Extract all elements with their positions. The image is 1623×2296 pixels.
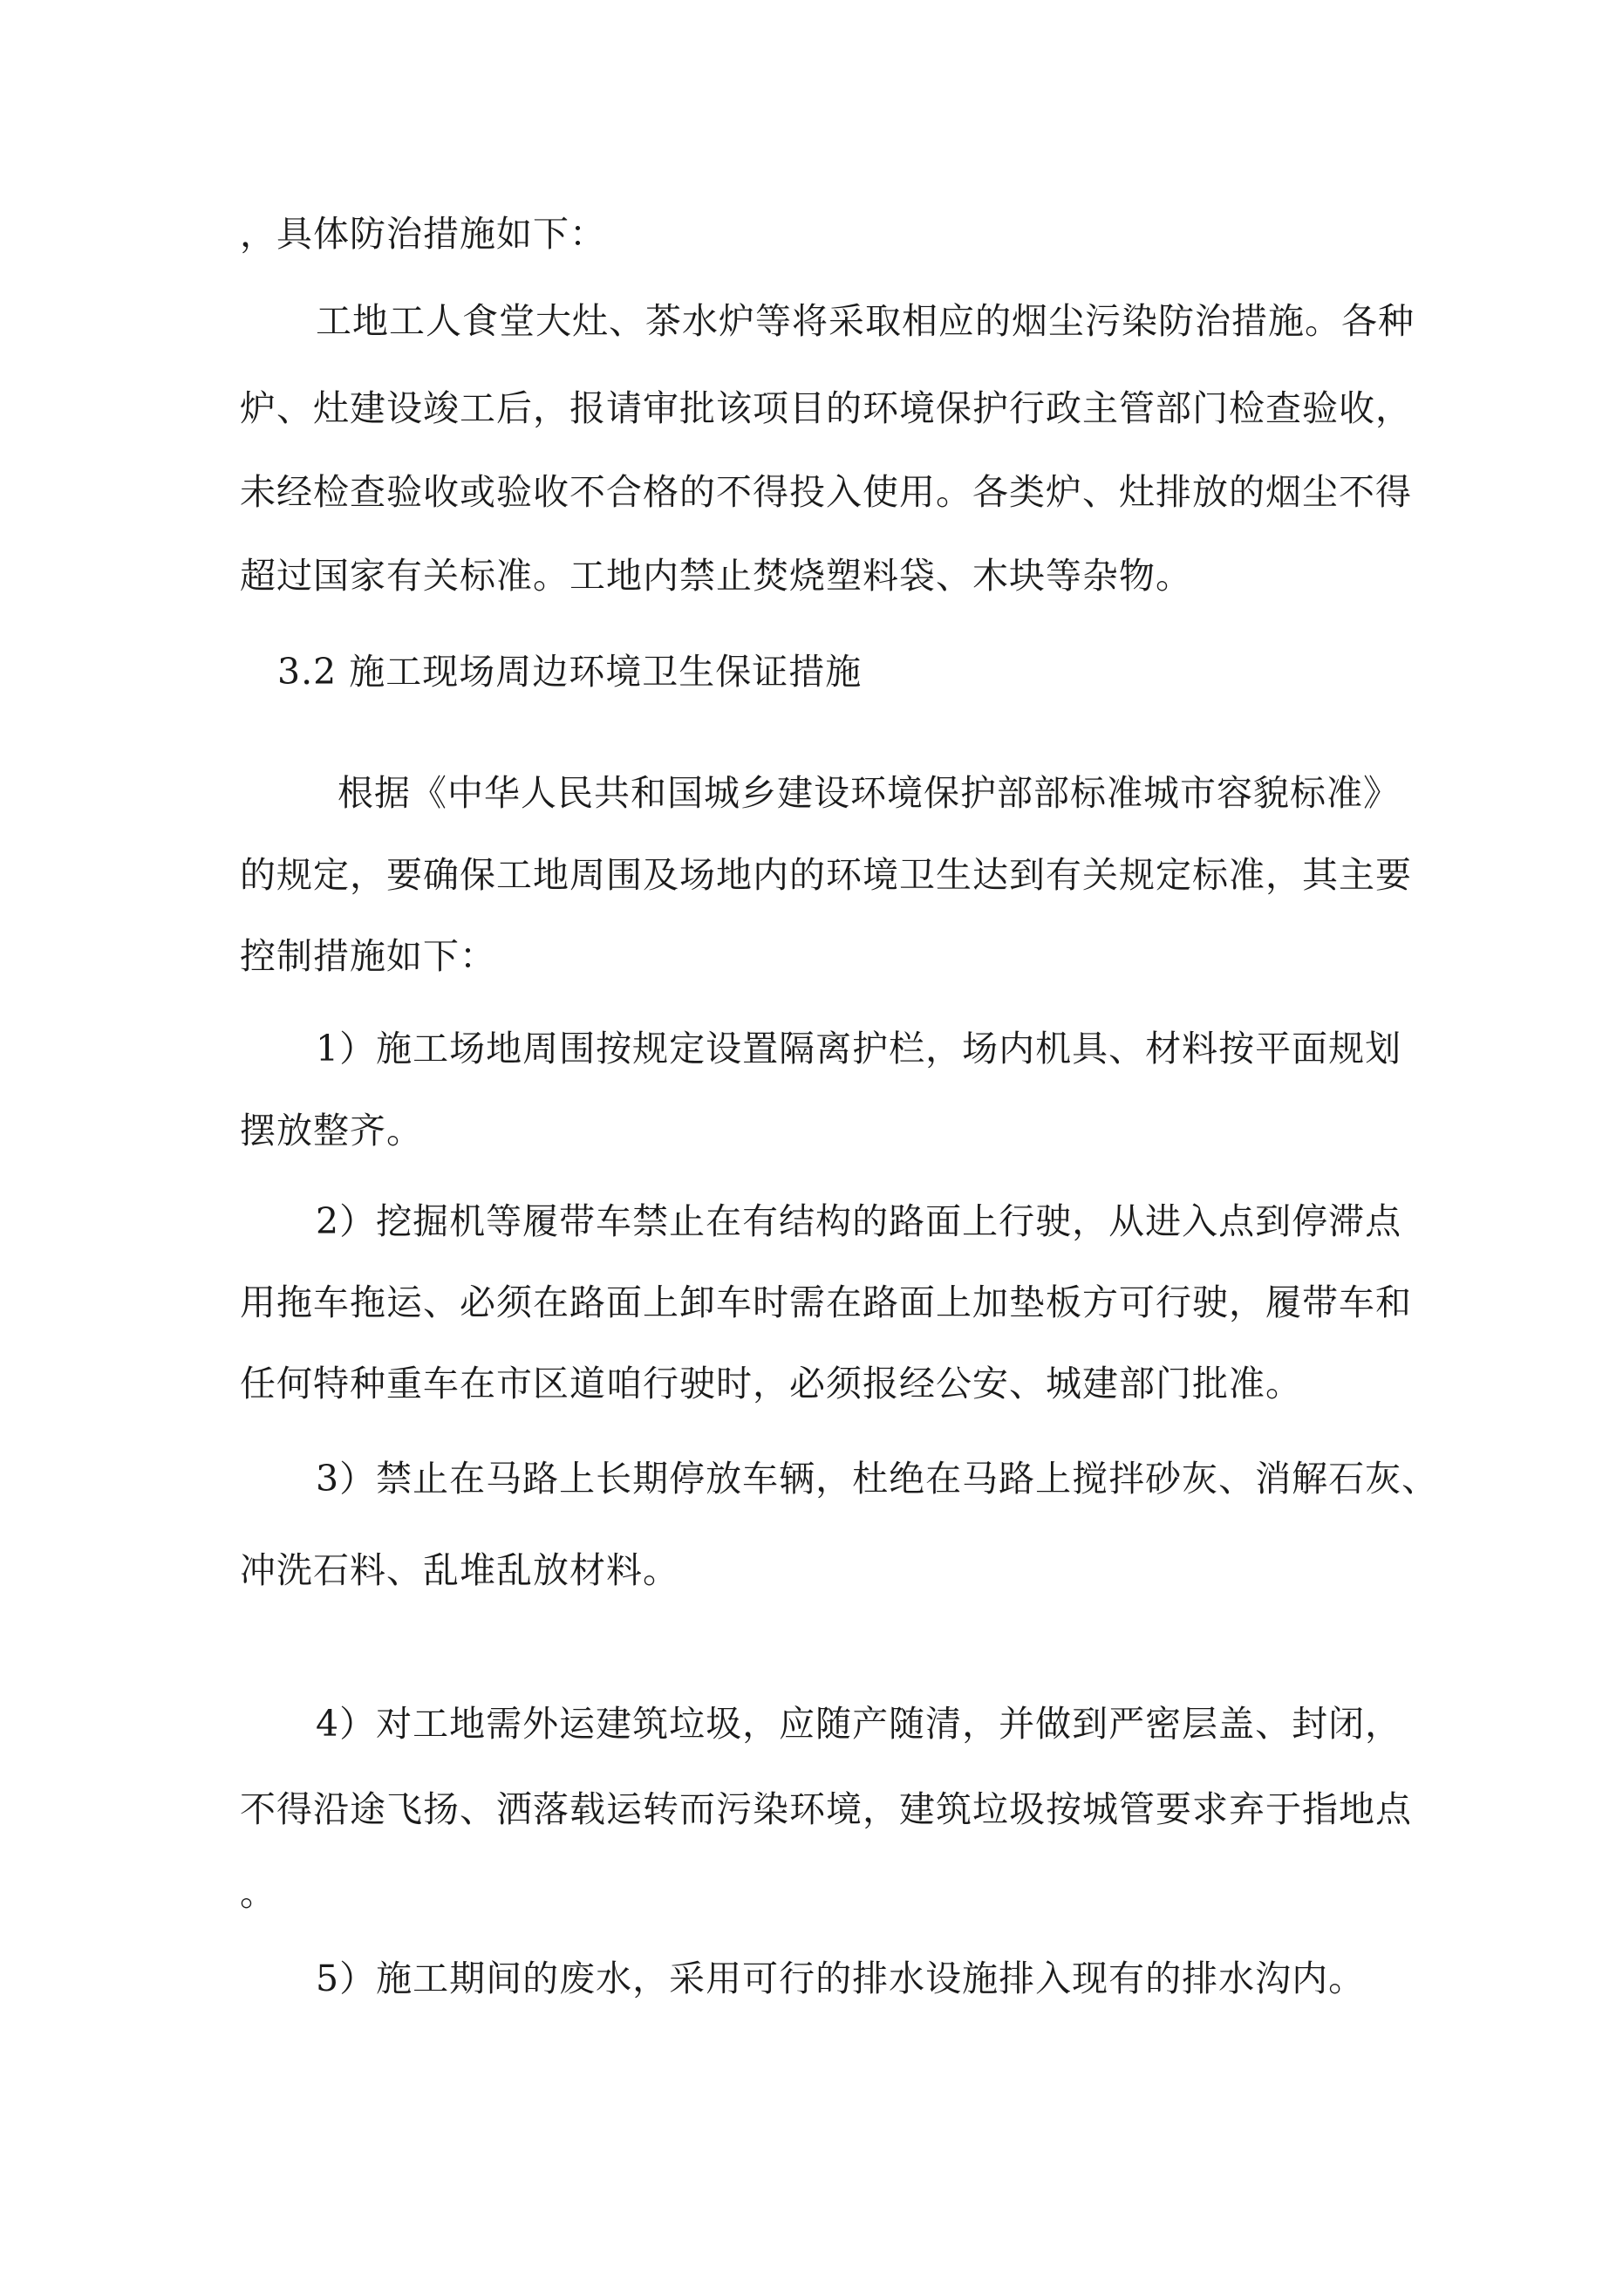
text-line: 4）对工地需外运建筑垃圾，应随产随清，并做到严密层盖、封闭，	[316, 1703, 1402, 1745]
text-line: 未经检查验收或验收不合格的不得投入使用。各类炉、灶排放的烟尘不得	[240, 471, 1412, 513]
text-line: 用拖车拖运、必须在路面上卸车时需在路面上加垫板方可行驶，履带车和	[240, 1281, 1412, 1323]
text-line: 1）施工场地周围按规定设置隔离护栏，场内机具、材料按平面规划	[316, 1028, 1402, 1069]
text-line: 3）禁止在马路上长期停放车辆，杜绝在马路上搅拌砂灰、消解石灰、	[316, 1458, 1439, 1500]
text-line: 。	[240, 1872, 276, 1914]
text-line: 控制措施如下：	[240, 935, 496, 977]
text-line: 2）挖掘机等履带车禁止在有结构的路面上行驶，从进入点到停滞点	[316, 1200, 1402, 1242]
text-line: 冲洗石料、乱堆乱放材料。	[240, 1549, 679, 1591]
text-line: 炉、灶建设竣工后，报请审批该项目的环境保护行政主管部门检查验收，	[240, 387, 1412, 429]
text-line: 任何特种重车在市区道咱行驶时，必须报经公安、城建部门批准。	[240, 1363, 1302, 1404]
text-line: 超过国家有关标准。工地内禁止焚烧塑料袋、木块等杂物。	[240, 555, 1192, 597]
text-line: 的规定，要确保工地周围及场地内的环境卫生达到有关规定标准，其主要	[240, 854, 1412, 896]
text-line: 不得沿途飞扬、洒落载运转而污染环境，建筑垃圾按城管要求弃于指地点	[240, 1788, 1412, 1830]
text-line: 5）施工期间的废水，采用可行的排水设施排入现有的排水沟内。	[316, 1958, 1366, 1999]
text-line: 摆放整齐。	[240, 1110, 423, 1151]
section-heading: 3.2 施工现场周边环境卫生保证措施	[277, 651, 863, 693]
text-line: ，具体防治措施如下：	[240, 213, 606, 255]
text-line: 工地工人食堂大灶、茶水炉等将采取相应的烟尘污染防治措施。各种	[316, 300, 1415, 342]
text-line: 根据《中华人民共和国城乡建设环境保护部部标准城市容貌标准》	[338, 772, 1400, 814]
